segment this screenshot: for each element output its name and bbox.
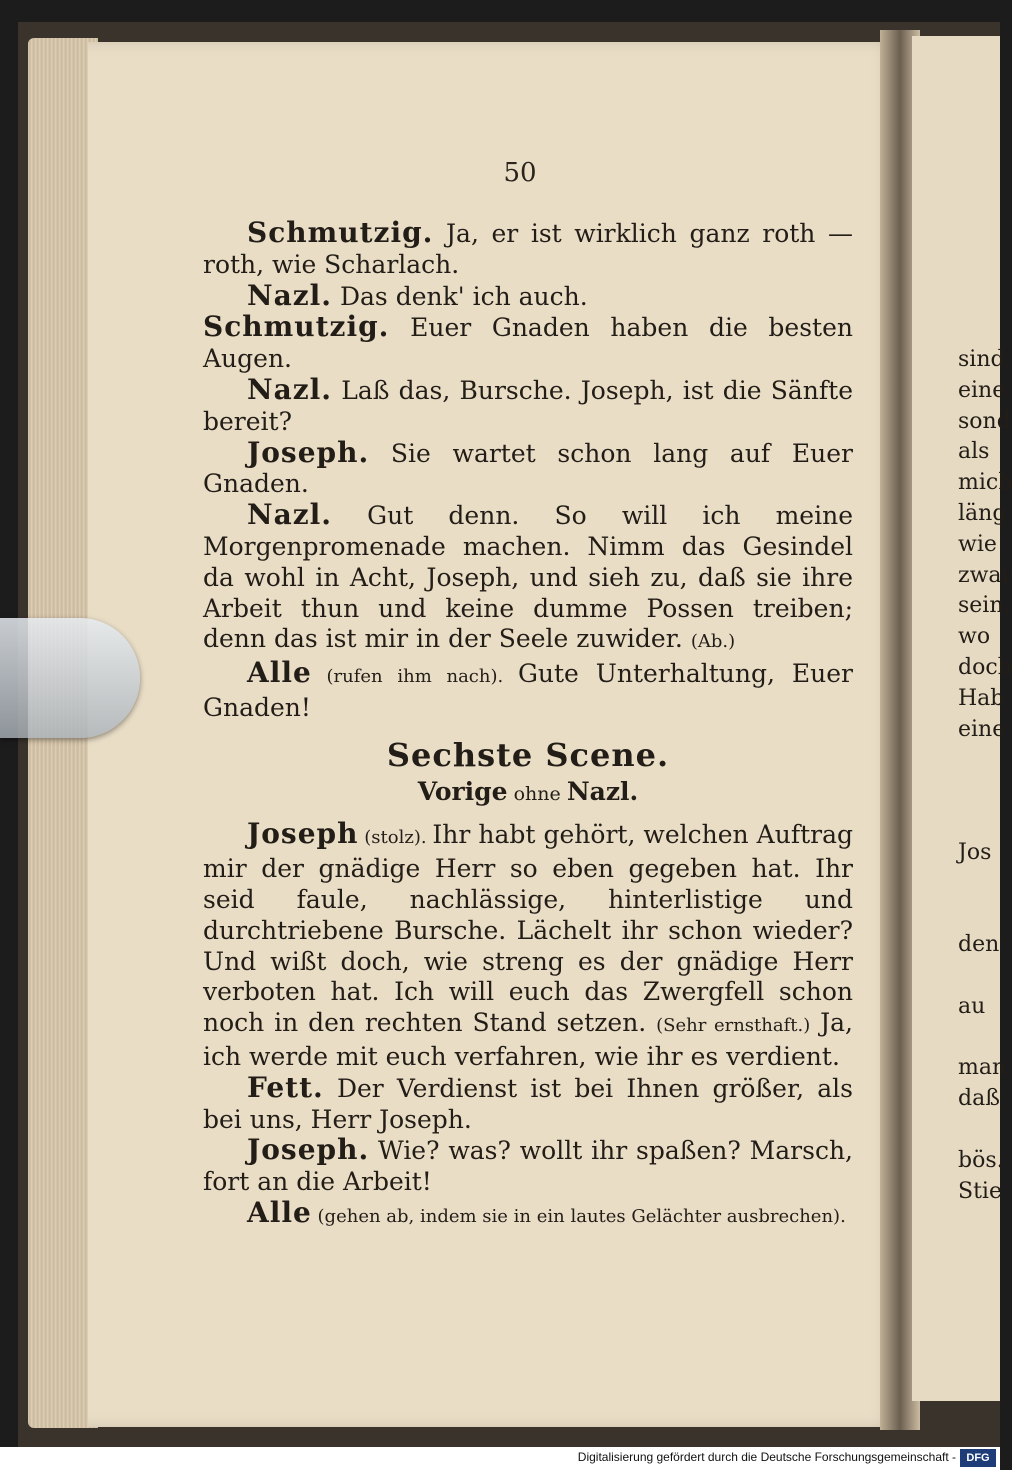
paragraph — [203, 658, 853, 724]
stage-direction: (rufen ihm nach). — [311, 666, 518, 688]
speaker-name: Joseph. — [247, 435, 370, 469]
scene-sub-b: ohne — [507, 782, 567, 805]
speaker-name: Schmutzig. — [247, 216, 434, 249]
speaker-name: Joseph. — [247, 1133, 370, 1167]
dialogue: Laß das, Bursche. Joseph, ist die Sänfte bereit? — [203, 375, 853, 436]
right-fragment: Hab — [958, 685, 1005, 711]
stage-direction: (gehen ab, indem sie in ein lautes Gelächter ausbrechen). — [311, 1205, 846, 1227]
right-fragment: eine — [958, 377, 1006, 403]
dialogue: Der Verdienst ist bei Ihnen größer, als bei uns, Herr Joseph. — [203, 1073, 853, 1134]
right-fragment: wo — [958, 624, 991, 650]
speaker-name: Fett. — [247, 1070, 324, 1104]
right-fragment: mich — [958, 470, 1012, 496]
speaker-name: Alle — [247, 656, 312, 690]
right-fragment: sind — [958, 347, 1005, 372]
dialogue: Ihr habt gehört, welchen Auftrag mir der gnädige Herr so eben gegeben hat. Ihr seid faule, nachlässige, hinterlistige und durchtriebene Bursche. Lächelt ihr schon wieder? Und wißt doch, wie streng es der gnädige Herr verboten hat. Ich will euch das Zwergfell schon noch in den rechten Stand setzen. — [203, 820, 853, 1038]
paragraph — [203, 218, 853, 281]
dialogue: Sie wartet schon lang auf Euer Gnaden. — [203, 438, 853, 499]
right-fragment: läng — [958, 500, 1007, 526]
paragraph — [203, 372, 853, 438]
right-fragment: daß — [958, 1086, 1000, 1112]
right-fragment — [958, 1115, 1000, 1146]
scene-sub-c: Nazl. — [566, 776, 639, 806]
dfg-logo-icon: DFG — [960, 1449, 996, 1467]
speaker-name: Nazl. — [247, 278, 333, 312]
right-fragment: Stie — [958, 1178, 1002, 1204]
right-fragment: au — [958, 993, 986, 1019]
paragraph — [203, 312, 853, 375]
paragraph — [203, 278, 853, 313]
page-clip-tab — [0, 618, 140, 738]
right-fragment: doch — [958, 654, 1012, 680]
right-fragment — [958, 745, 1000, 776]
speaker-name: Joseph — [247, 817, 359, 851]
dialogue: Euer Gnaden haben die besten Augen. — [203, 313, 853, 374]
speaker-name: Alle — [247, 1195, 312, 1229]
paragraph — [203, 500, 853, 658]
right-fragment — [958, 776, 1000, 807]
stage-direction: (stolz). — [358, 827, 433, 849]
right-fragment: sond — [958, 408, 1011, 434]
right-fragment: Jos — [958, 839, 992, 865]
right-fragment: als — [958, 439, 990, 465]
right-fragment — [958, 899, 1000, 930]
paragraph — [203, 1135, 853, 1198]
right-fragment — [958, 1023, 1000, 1054]
stage-direction: (Ab.) — [690, 631, 736, 653]
paragraph — [203, 819, 853, 1072]
dialogue: Wie? was? wollt ihr spaßen? Marsch, fort an die Arbeit! — [203, 1136, 853, 1197]
speaker-name: Nazl. — [247, 498, 333, 532]
dialogue: Das denk' ich auch. — [332, 281, 588, 311]
footer-credit: Digitalisierung gefördert durch die Deutsche Forschungsgemeinschaft - — [577, 1450, 956, 1464]
right-fragment: den — [958, 932, 1000, 958]
scene-sub-a: Vorige — [417, 776, 508, 806]
page-text — [203, 218, 853, 1233]
paragraph — [203, 1195, 853, 1233]
right-fragment — [958, 869, 1000, 900]
dialogue: Gut denn. So will ich meine Morgenpromenade machen. Nimm das Gesindel da wohl in Acht, Joseph, und sieh zu, daß sie ihre Arbeit thun und keine dumme Possen treiben; denn das ist mir in der Seele zuwider. — [203, 501, 853, 654]
paragraph — [203, 435, 853, 501]
right-fragment: sein, — [958, 593, 1011, 619]
scene-subheading — [203, 777, 853, 810]
dialogue: Ja, ich werde mit euch verfahren, wie ihr es verdient. — [203, 1008, 853, 1071]
dialogue: Ja, er ist wirklich ganz roth — roth, wie Scharlach. — [203, 219, 853, 279]
speaker-name: Schmutzig. — [203, 310, 390, 344]
paragraph — [203, 1070, 853, 1136]
right-fragment: wie — [958, 531, 997, 557]
right-fragment: bös. — [958, 1147, 1004, 1173]
right-fragment: eine — [958, 716, 1006, 742]
right-fragment: zwar — [958, 562, 1012, 588]
speaker-name: Nazl. — [247, 372, 333, 406]
stage-direction: (Sehr ernsthaft.) — [656, 1015, 811, 1037]
right-fragment — [958, 807, 1000, 838]
right-fragment — [958, 961, 1000, 992]
scene-heading: Sechste Scene. — [386, 735, 670, 774]
right-page-text — [958, 345, 1012, 1207]
page-number: 50 — [503, 158, 537, 188]
right-fragment: man — [958, 1055, 1007, 1081]
dialogue: Gute Unterhaltung, Euer Gnaden! — [203, 659, 853, 722]
